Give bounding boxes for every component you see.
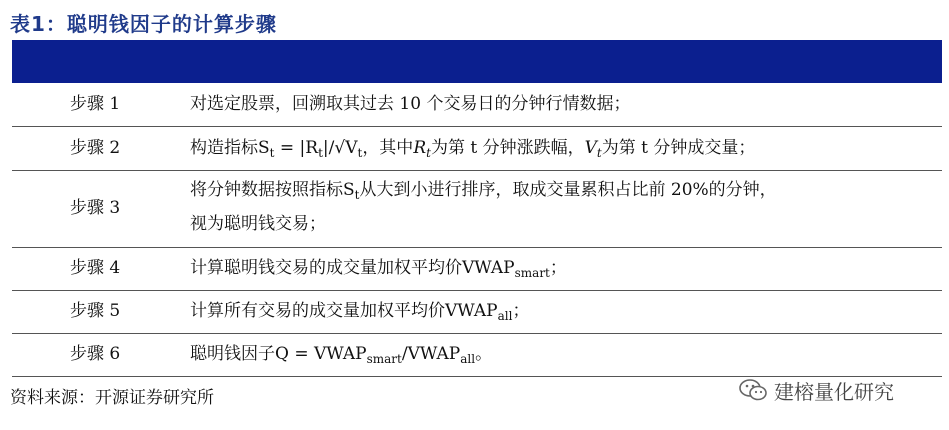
math-symbol: R (413, 138, 427, 158)
table-row (12, 248, 942, 291)
subscript: all (460, 352, 476, 366)
desc-text: ； (549, 258, 567, 278)
subscript: all (497, 309, 513, 323)
step-label: 步骤 2 (70, 138, 121, 158)
table-row (12, 171, 942, 248)
step-description (190, 254, 935, 288)
subscript: t (354, 188, 360, 202)
table-row (12, 83, 942, 127)
desc-text: 。 (475, 344, 493, 364)
step-description (190, 134, 935, 168)
step-label: 步骤 4 (70, 258, 121, 278)
desc-text: |/√V (322, 138, 358, 158)
table-row (12, 127, 942, 171)
wechat-icon (738, 377, 768, 403)
desc-text: ； (512, 301, 530, 321)
step-description (190, 297, 935, 331)
desc-text: 从大到小进行排序，取成交量累积占比前 20%的分钟， (359, 180, 777, 200)
table-row (12, 291, 942, 334)
desc-text: ，其中 (362, 138, 414, 158)
table-header-bar (12, 40, 942, 83)
subscript: t (318, 146, 323, 160)
desc-text: 将分钟数据按照指标S (190, 180, 355, 200)
subscript: t (269, 146, 275, 160)
desc-text: 为第 t 分钟成交量； (601, 138, 756, 158)
step-label: 步骤 3 (70, 198, 121, 218)
desc-text: = |R (274, 138, 319, 158)
subscript: smart (514, 266, 550, 280)
source-note: 资料来源：开源证券研究所 (10, 388, 214, 408)
desc-text: 视为聪明钱交易； (190, 214, 326, 234)
step-label: 步骤 1 (70, 94, 121, 114)
desc-text: 计算聪明钱交易的成交量加权平均价VWAP (190, 258, 515, 278)
step-description (190, 176, 935, 239)
desc-text: 为第 t 分钟涨跌幅， (430, 138, 585, 158)
watermark (738, 375, 894, 405)
desc-text: 聪明钱因子Q = VWAP (190, 344, 367, 364)
step-label: 步骤 6 (70, 344, 121, 364)
subscript: t (426, 146, 431, 160)
subscript: t (596, 146, 602, 160)
subscript: smart (366, 352, 402, 366)
table-row (12, 334, 942, 377)
desc-text: /VWAP (401, 344, 461, 364)
desc-text: 构造指标S (190, 138, 270, 158)
desc-text: 计算所有交易的成交量加权平均价VWAP (190, 301, 498, 321)
table-title: 表1：聪明钱因子的计算步骤 (10, 12, 277, 36)
watermark-text: 建榕量化研究 (774, 379, 894, 404)
step-description (190, 340, 935, 374)
subscript: t (357, 146, 363, 160)
step-label: 步骤 5 (70, 301, 121, 321)
step-description: 对选定股票，回溯取其过去 10 个交易日的分钟行情数据； (190, 94, 631, 114)
math-symbol: V (584, 138, 597, 158)
steps-table (12, 83, 942, 377)
